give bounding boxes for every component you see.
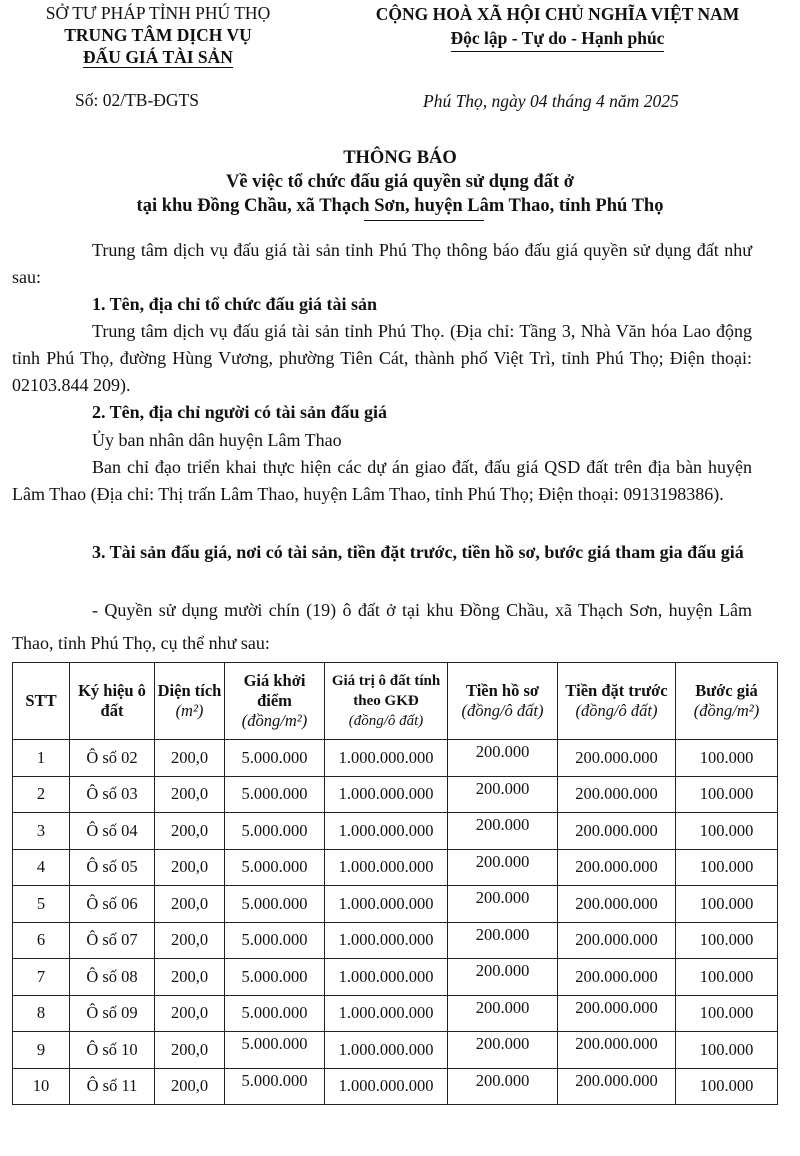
col-header-document-fee: Tiền hồ sơ (đồng/ô đất) [448, 663, 558, 740]
cell-starting-price: 5.000.000 [225, 922, 325, 959]
section-1-text: Trung tâm dịch vụ đấu giá tài sản tỉnh Phú Thọ. (Địa chỉ: Tầng 3, Nhà Văn hóa Lao động tỉnh Phú Thọ, đường Hùng Vương, phường Tiên Cát, thành phố Việt Trì, tỉnh Phú Thọ; Điện thoại: 02103.844 209). [12, 321, 752, 395]
cell-deposit: 200.000.000 [558, 959, 676, 996]
cell-plot-code: Ô số 06 [70, 886, 155, 923]
cell-document-fee: 200.000 [448, 849, 558, 886]
cell-deposit: 200.000.000 [558, 995, 676, 1032]
org-name-line-2 [8, 46, 308, 68]
section-2-text: Ban chỉ đạo triển khai thực hiện các dự án giao đất, đấu giá QSD đất trên địa bàn huyện Lâm Thao (Địa chỉ: Thị trấn Lâm Thao, huyện Lâm Thao, tỉnh Phú Thọ; Điện thoại: 0913198386). [12, 457, 752, 504]
land-plots-table [12, 662, 778, 1105]
cell-starting-price: 5.000.000 [225, 776, 325, 813]
cell-price-step: 100.000 [676, 813, 778, 850]
table-row [13, 740, 778, 777]
cell-starting-price: 5.000.000 [225, 849, 325, 886]
col-header-deposit: Tiền đặt trước (đồng/ô đất) [558, 663, 676, 740]
cell-document-fee: 200.000 [448, 922, 558, 959]
cell-stt: 3 [13, 813, 70, 850]
cell-document-fee: 200.000 [448, 776, 558, 813]
cell-document-fee: 200.000 [448, 813, 558, 850]
cell-stt: 1 [13, 740, 70, 777]
intro-paragraph: Trung tâm dịch vụ đấu giá tài sản tỉnh Phú Thọ thông báo đấu giá quyền sử dụng đất như sau: [12, 240, 752, 287]
cell-area: 200,0 [155, 776, 225, 813]
cell-document-fee: 200.000 [448, 995, 558, 1032]
cell-area: 200,0 [155, 995, 225, 1032]
section-3-title: 3. Tài sản đấu giá, nơi có tài sản, tiền đặt trước, tiền hồ sơ, bước giá tham gia đấu giá [92, 542, 744, 562]
issuing-organization [8, 2, 308, 68]
national-header [330, 2, 785, 52]
cell-stt: 10 [13, 1068, 70, 1105]
cell-starting-price: 5.000.000 [225, 959, 325, 996]
cell-price-step: 100.000 [676, 922, 778, 959]
cell-deposit: 200.000.000 [558, 849, 676, 886]
document-subject-line-2: tại khu Đồng Chầu, xã Thạch Sơn, huyện Lâm Thao, tỉnh Phú Thọ [136, 196, 664, 216]
national-motto: Độc lập - Tự do - Hạnh phúc [451, 26, 665, 52]
cell-plot-value: 1.000.000.000 [325, 1032, 448, 1069]
cell-starting-price: 5.000.000 [225, 995, 325, 1032]
cell-stt: 9 [13, 1032, 70, 1069]
country-name: CỘNG HOÀ XÃ HỘI CHỦ NGHĨA VIỆT NAM [375, 4, 740, 24]
cell-plot-value: 1.000.000.000 [325, 849, 448, 886]
cell-plot-code: Ô số 04 [70, 813, 155, 850]
cell-price-step: 100.000 [676, 776, 778, 813]
col-header-price-step: Bước giá (đồng/m²) [676, 663, 778, 740]
cell-plot-code: Ô số 08 [70, 959, 155, 996]
cell-area: 200,0 [155, 922, 225, 959]
cell-area: 200,0 [155, 886, 225, 923]
table-row [13, 849, 778, 886]
cell-price-step: 100.000 [676, 849, 778, 886]
cell-price-step: 100.000 [676, 995, 778, 1032]
org-name-2-text: ĐẤU GIÁ TÀI SẢN [83, 47, 233, 67]
table-row [13, 776, 778, 813]
col-header-area: Diện tích (m²) [155, 663, 225, 740]
cell-area: 200,0 [155, 959, 225, 996]
cell-plot-value: 1.000.000.000 [325, 995, 448, 1032]
cell-plot-value: 1.000.000.000 [325, 886, 448, 923]
cell-stt: 6 [13, 922, 70, 959]
cell-deposit: 200.000.000 [558, 776, 676, 813]
cell-area: 200,0 [155, 813, 225, 850]
cell-plot-value: 1.000.000.000 [325, 1068, 448, 1105]
col-header-stt: STT [13, 663, 70, 740]
cell-stt: 5 [13, 886, 70, 923]
table-row [13, 1068, 778, 1105]
cell-plot-code: Ô số 03 [70, 776, 155, 813]
cell-price-step: 100.000 [676, 959, 778, 996]
cell-deposit: 200.000.000 [558, 1068, 676, 1105]
cell-starting-price: 5.000.000 [225, 740, 325, 777]
cell-stt: 4 [13, 849, 70, 886]
cell-plot-value: 1.000.000.000 [325, 813, 448, 850]
cell-price-step: 100.000 [676, 1032, 778, 1069]
col-header-starting-price: Giá khởi điểm (đồng/m²) [225, 663, 325, 740]
table-row [13, 922, 778, 959]
cell-deposit: 200.000.000 [558, 740, 676, 777]
col-header-plot-code: Ký hiệu ô đất [70, 663, 155, 740]
cell-starting-price: 5.000.000 [225, 886, 325, 923]
section-3-text: - Quyền sử dụng mười chín (19) ô đất ở tại khu Đồng Chầu, xã Thạch Sơn, huyện Lâm Thao, tỉnh Phú Thọ, cụ thể như sau: [12, 600, 752, 653]
cell-document-fee: 200.000 [448, 886, 558, 923]
cell-document-fee: 200.000 [448, 1068, 558, 1105]
document-title: THÔNG BÁO [343, 148, 457, 168]
cell-starting-price: 5.000.000 [225, 1032, 325, 1069]
cell-document-fee: 200.000 [448, 740, 558, 777]
table-row [13, 995, 778, 1032]
cell-deposit: 200.000.000 [558, 922, 676, 959]
place-date: Phú Thọ, ngày 04 tháng 4 năm 2025 [423, 91, 679, 111]
cell-plot-code: Ô số 05 [70, 849, 155, 886]
title-separator [364, 220, 484, 221]
cell-area: 200,0 [155, 1068, 225, 1105]
table-header-row [13, 663, 778, 740]
col-header-plot-value: Giá trị ô đất tính theo GKĐ (đồng/ô đất) [325, 663, 448, 740]
cell-price-step: 100.000 [676, 740, 778, 777]
cell-plot-code: Ô số 07 [70, 922, 155, 959]
cell-stt: 7 [13, 959, 70, 996]
cell-price-step: 100.000 [676, 1068, 778, 1105]
cell-price-step: 100.000 [676, 886, 778, 923]
section-2-title: 2. Tên, địa chỉ người có tài sản đấu giá [92, 402, 387, 422]
section-2-owner: Ủy ban nhân dân huyện Lâm Thao [92, 430, 342, 450]
cell-document-fee: 200.000 [448, 959, 558, 996]
cell-area: 200,0 [155, 849, 225, 886]
cell-plot-value: 1.000.000.000 [325, 922, 448, 959]
cell-area: 200,0 [155, 1032, 225, 1069]
cell-stt: 8 [13, 995, 70, 1032]
cell-starting-price: 5.000.000 [225, 1068, 325, 1105]
cell-stt: 2 [13, 776, 70, 813]
cell-plot-code: Ô số 10 [70, 1032, 155, 1069]
cell-plot-value: 1.000.000.000 [325, 959, 448, 996]
cell-deposit: 200.000.000 [558, 886, 676, 923]
cell-plot-code: Ô số 11 [70, 1068, 155, 1105]
cell-deposit: 200.000.000 [558, 1032, 676, 1069]
document-subject-line-1: Về việc tổ chức đấu giá quyền sử dụng đất ở [225, 172, 574, 192]
cell-plot-code: Ô số 09 [70, 995, 155, 1032]
table-row [13, 959, 778, 996]
cell-area: 200,0 [155, 740, 225, 777]
table-row [13, 813, 778, 850]
cell-document-fee: 200.000 [448, 1032, 558, 1069]
section-1-title: 1. Tên, địa chỉ tổ chức đấu giá tài sản [92, 294, 378, 314]
cell-plot-code: Ô số 02 [70, 740, 155, 777]
cell-plot-value: 1.000.000.000 [325, 740, 448, 777]
table-row [13, 886, 778, 923]
cell-starting-price: 5.000.000 [225, 813, 325, 850]
table-row [13, 1032, 778, 1069]
org-name-line-1: TRUNG TÂM DỊCH VỤ [64, 25, 252, 45]
cell-deposit: 200.000.000 [558, 813, 676, 850]
document-number: Số: 02/TB-ĐGTS [75, 90, 199, 110]
cell-plot-value: 1.000.000.000 [325, 776, 448, 813]
org-parent: SỞ TƯ PHÁP TỈNH PHÚ THỌ [45, 3, 271, 23]
